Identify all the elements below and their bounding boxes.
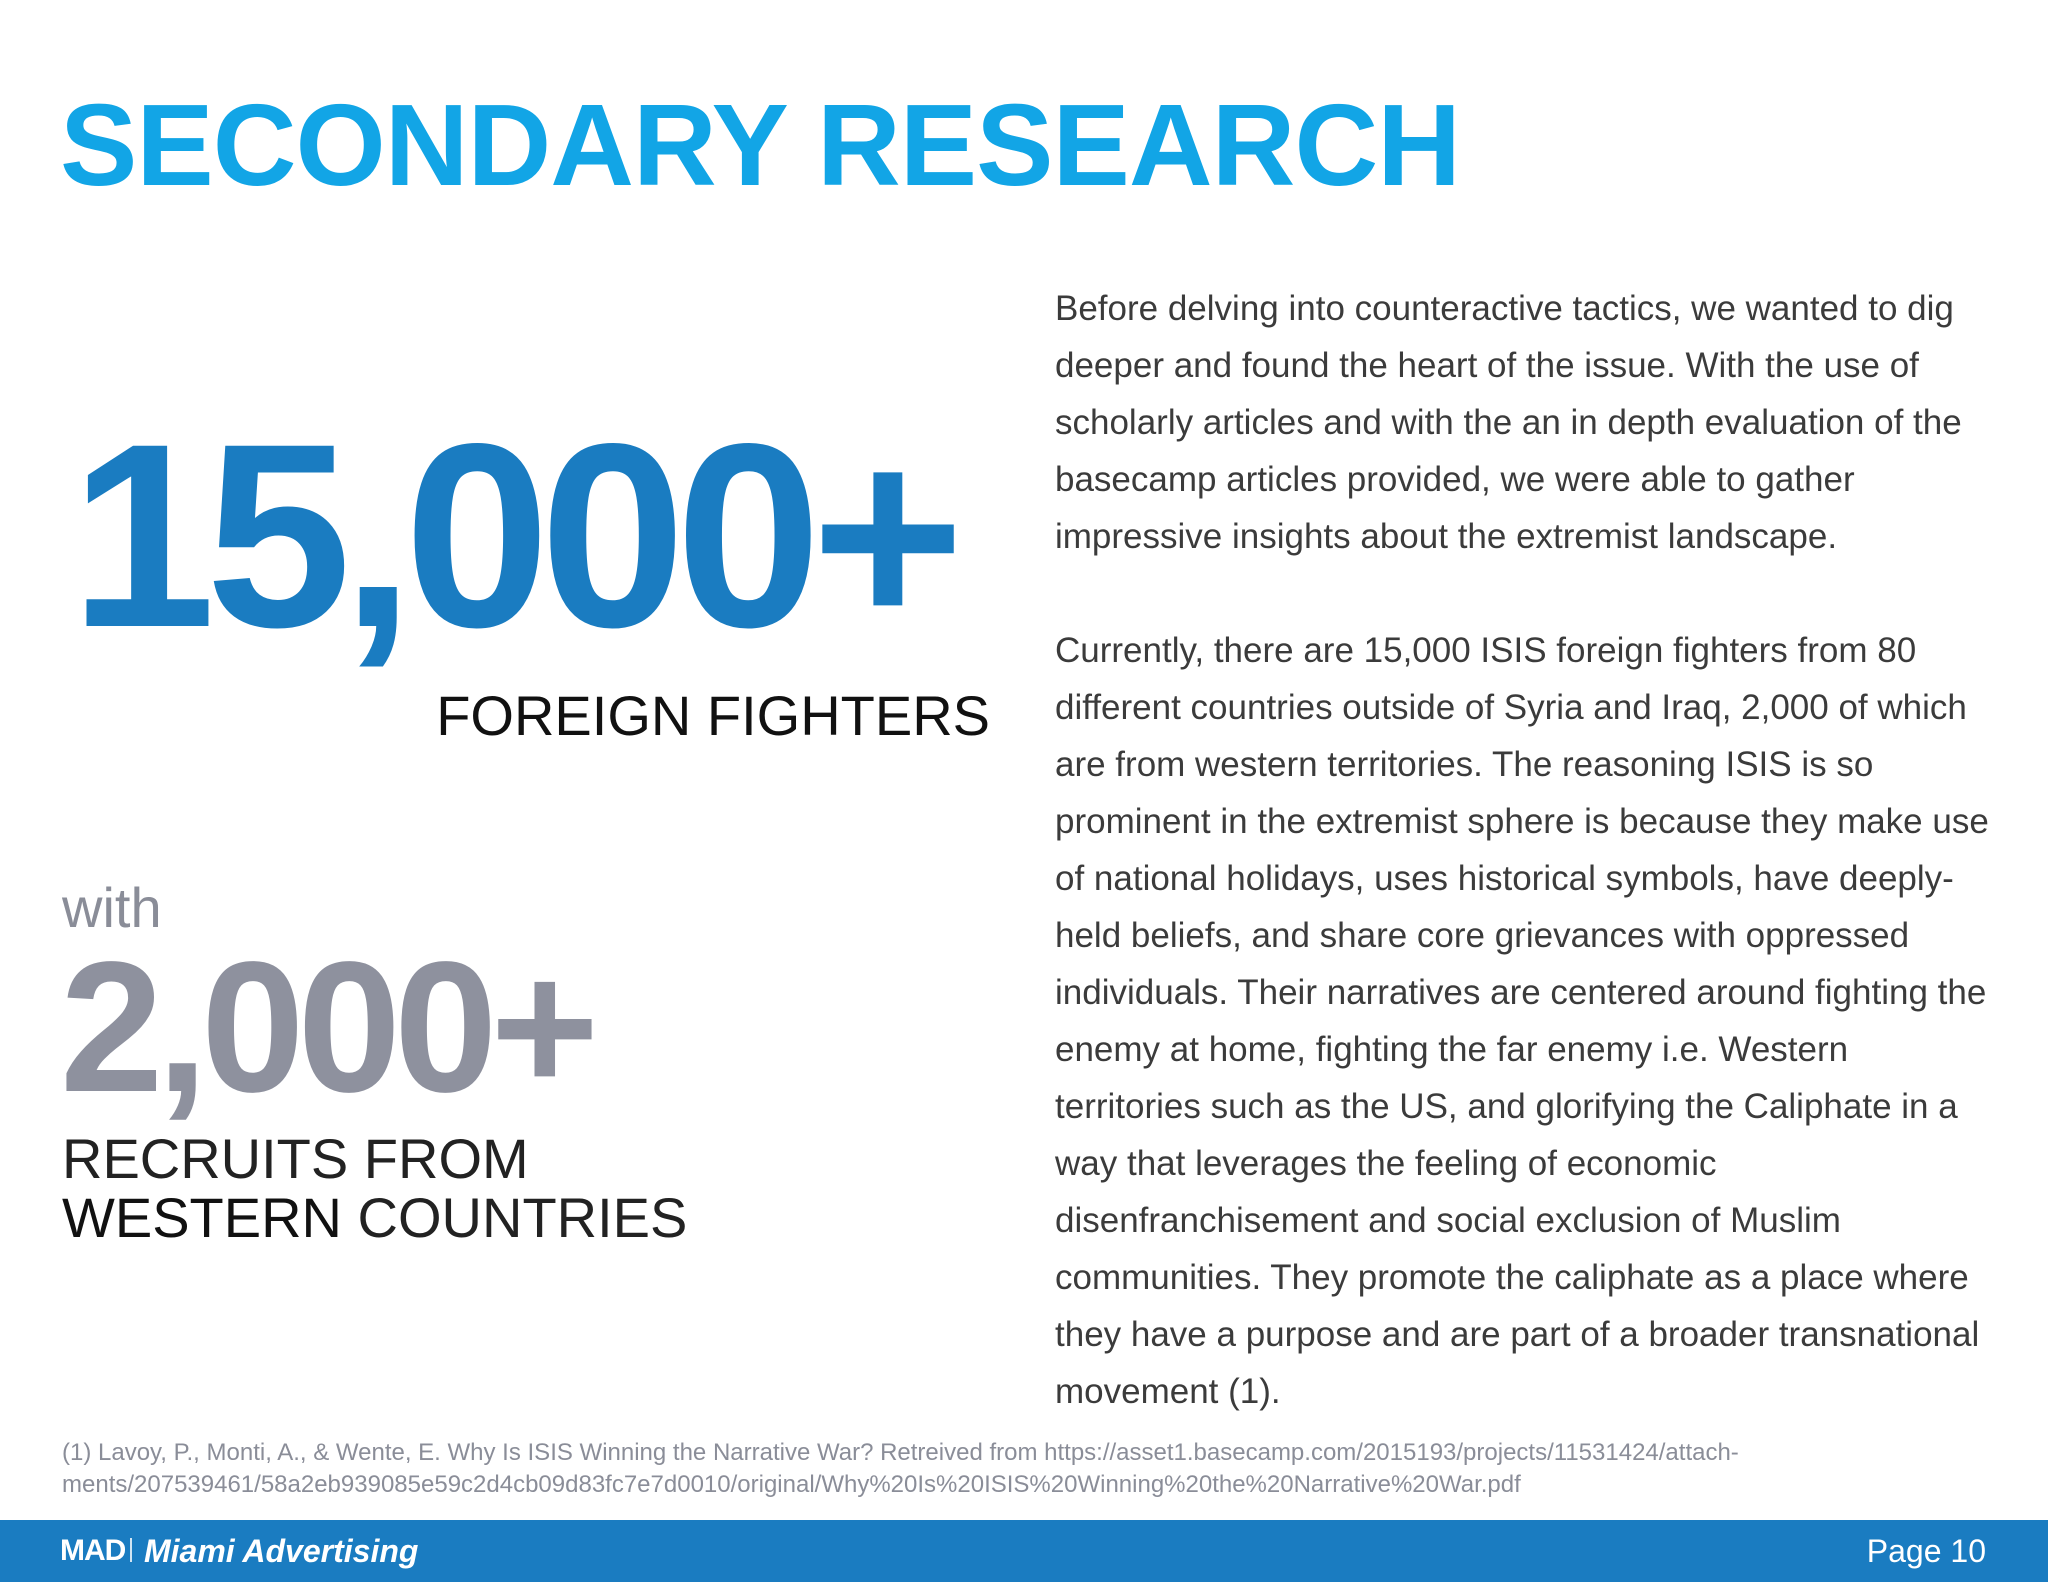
body-text [1055,280,1995,1420]
recruits-label [62,1127,688,1249]
footnote-line-1: (1) Lavoy, P., Monti, A., & Wente, E. Why Is ISIS Winning the Narrative War? Retreived from https://asset1.basecamp.com/2015193/projects/11531424/attach- [62,1439,1739,1466]
brand-name: Miami Advertising [144,1533,419,1569]
recruits-label-line1: RECRUITS FROM [62,1127,529,1190]
footnote-line-2: ments/207539461/58a2eb939085e59c2d4cb09d83fc7e7d0010/original/Why%20Is%20ISIS%20Winning%20the%20Narrative%20War.pdf [62,1471,1521,1498]
page-number: Page 10 [1866,1533,1986,1569]
footer-bar [0,1520,2048,1582]
recruits-label-rest: COUNTRIES [342,1185,688,1249]
recruits-stat: 2,000+ [60,924,593,1131]
page-title: SECONDARY RESEARCH [60,80,1460,210]
foreign-fighters-label: FOREIGN FIGHTERS [436,684,990,747]
with-label: with [62,876,162,939]
foreign-fighters-stat: 15,000+ [70,389,955,682]
footnote [62,1437,1982,1501]
recruits-label-line2 [62,1185,688,1249]
body-paragraph-2: Currently, there are 15,000 ISIS foreign fighters from 80 different countries outside of Syria and Iraq, 2,000 of which are from western territories. The reasoning ISIS is so prominent in the extremist sphere is because they make use of national holidays, uses historical symbols, have deeply-held beliefs, and share core grievances with oppressed individuals. Their narratives are centered around fighting the enemy at home, fighting the far enemy i.e. Western territories such as the US, and glorifying the Caliphate in a way that leverages the feeling of economic disenfranchisement and social exclusion of Muslim communities. They promote the caliphate as a place where they have a purpose and are part of a broader transnational movement (1). [1055,631,1989,1411]
logo-divider [130,1538,132,1562]
body-paragraph-1: Before delving into counteractive tactics, we wanted to dig deeper and found the heart of the issue. With the use of scholarly articles and with the an in depth evaluation of the basecamp articles provided, we were able to gather impressive insights about the extremist landscape. [1055,289,1962,556]
recruits-label-strong: WESTERN [62,1185,342,1249]
mad-logo-icon: MAD [60,1534,126,1567]
